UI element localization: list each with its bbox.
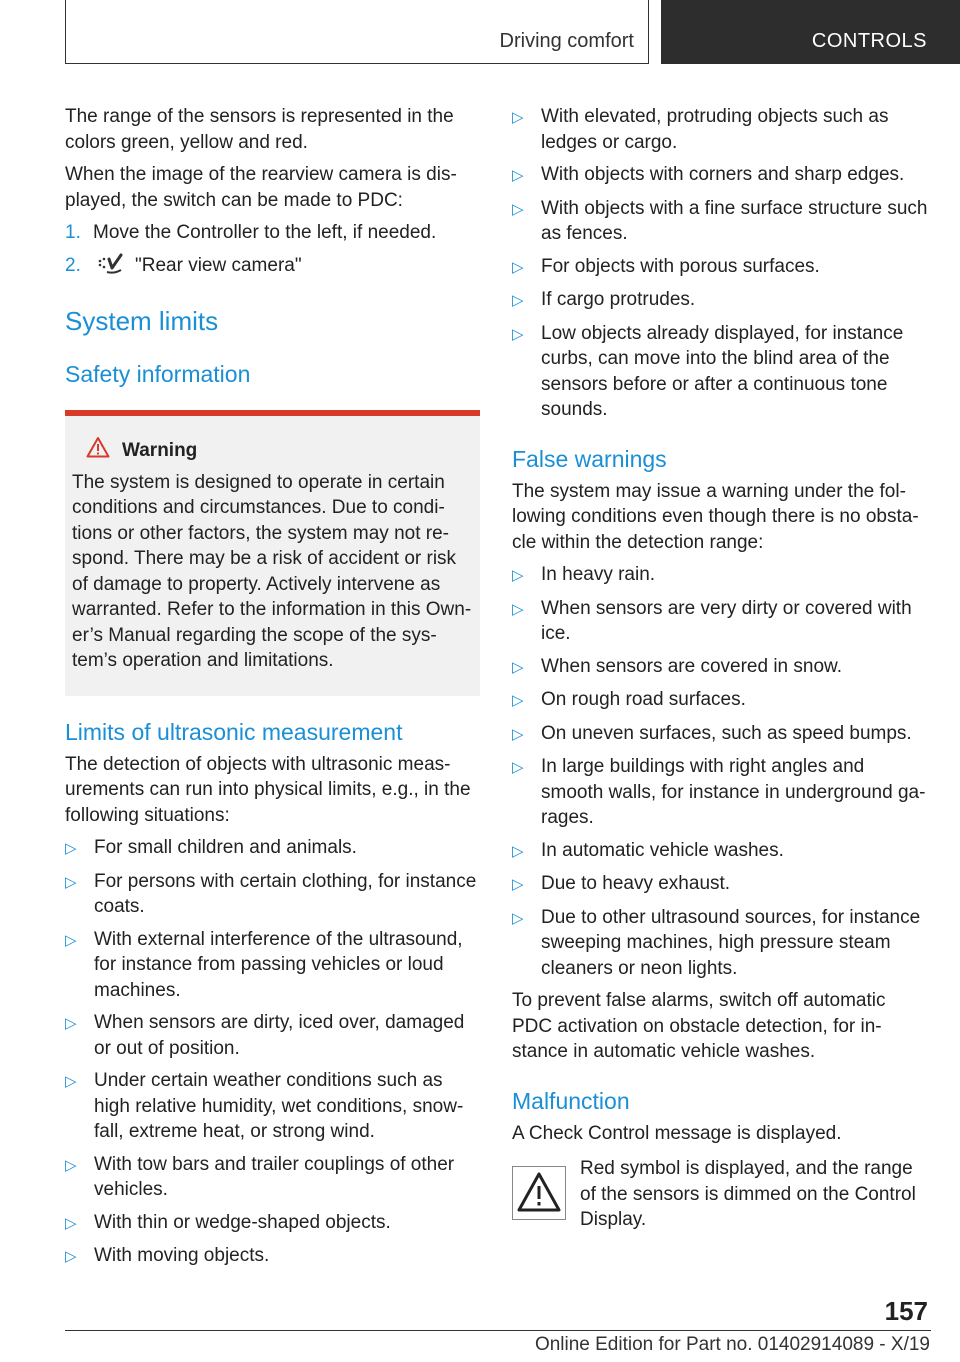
- bullet-marker: ▷: [512, 725, 524, 743]
- list-item: [512, 321, 930, 423]
- bullet-marker: ▷: [512, 109, 524, 126]
- list-item-text: With external interference of the ultrasound, for instance from passing vehicles or loud machines.: [94, 928, 463, 1001]
- list-item-text: With objects with corners and sharp edges.: [541, 164, 905, 185]
- rearview-paragraph: When the image of the rearview camera is dis-played, the switch can be made to PDC:: [65, 164, 457, 211]
- bullet-marker: ▷: [512, 325, 524, 343]
- list-item: [512, 838, 930, 865]
- list-item: [512, 654, 930, 681]
- list-item-text: In automatic vehicle washes.: [541, 839, 784, 861]
- list-item: [65, 869, 480, 920]
- bullet-marker: ▷: [65, 1214, 77, 1232]
- warning-box: [65, 410, 480, 696]
- list-item-text: In large buildings with right angles and smooth walls, for instance in underground ga-rages.: [541, 756, 926, 828]
- bullet-marker: ▷: [512, 909, 524, 927]
- malfunction-notice: [512, 1156, 930, 1233]
- step-number: 1.: [65, 222, 81, 243]
- list-item: [65, 1152, 480, 1203]
- list-item: [65, 1243, 480, 1270]
- list-item: [512, 754, 930, 831]
- list-item: [512, 287, 930, 314]
- step-2: [65, 253, 480, 279]
- list-item-text: For persons with certain clothing, for instance coats.: [94, 870, 477, 917]
- list-item: [512, 562, 930, 589]
- list-item-text: With tow bars and trailer couplings of other vehicles.: [94, 1153, 455, 1200]
- bullet-marker: ▷: [65, 1073, 77, 1090]
- bullet-marker: ▷: [512, 600, 524, 618]
- list-item: [512, 596, 930, 647]
- bullet-marker: ▷: [512, 876, 524, 893]
- warning-text: The system is designed to operate in certain conditions and circumstances. Due to condi-tions or other factors, the system may not re-spond. There may be a risk of accident or risk of damage to property. Actively intervene as warranted. Refer to the information in this Own-er’s Manual regarding the scope of the sys-tem’s operation and limitations.: [72, 471, 472, 671]
- list-item-text: For small children and animals.: [94, 837, 357, 858]
- warning-triangle-icon: [72, 436, 122, 466]
- list-item: [65, 1210, 480, 1237]
- heading-false-warnings: False warnings: [512, 445, 667, 472]
- list-item: [512, 196, 930, 247]
- false-warnings-intro: The system may issue a warning under the fol-lowing conditions even though there is no obsta-cle within the detection range:: [512, 480, 919, 553]
- intro-paragraph: The range of the sensors is represented in the colors green, yellow and red.: [65, 106, 454, 153]
- list-item: [512, 687, 930, 714]
- list-item-text: With moving objects.: [94, 1245, 270, 1266]
- bullet-marker: ▷: [512, 200, 524, 218]
- list-item-text: Due to heavy exhaust.: [541, 873, 731, 894]
- list-item-text: In heavy rain.: [541, 564, 656, 585]
- bullet-marker: ▷: [65, 873, 77, 891]
- step-text: "Rear view camera": [135, 254, 302, 276]
- list-item-text: When sensors are covered in snow.: [541, 655, 842, 677]
- footer-rule: [65, 1330, 931, 1331]
- warning-header: [72, 436, 472, 466]
- list-item-text: When sensors are dirty, iced over, damaged or out of position.: [94, 1012, 465, 1059]
- heading-safety-information: Safety information: [65, 361, 251, 387]
- header-rule-left: [65, 0, 66, 64]
- right-column: [512, 104, 930, 1233]
- bullet-marker: ▷: [512, 167, 524, 184]
- malfunction-intro: A Check Control message is displayed.: [512, 1122, 842, 1144]
- list-item-text: When sensors are very dirty or covered with ice.: [541, 597, 912, 644]
- bullet-marker: ▷: [512, 292, 524, 309]
- bullet-marker: ▷: [512, 258, 524, 276]
- bullet-marker: ▷: [65, 840, 77, 857]
- prevent-false-alarms-text: To prevent false alarms, switch off automatic PDC activation on obstacle detection, for in-stance in automatic vehicle washes.: [512, 990, 886, 1062]
- left-column: [65, 104, 480, 1277]
- warning-triangle-icon: [512, 1166, 566, 1220]
- bullet-marker: ▷: [65, 1015, 77, 1032]
- header-rule-bottom: [65, 63, 649, 64]
- list-item: [512, 104, 930, 155]
- step-1: [65, 220, 480, 246]
- heading-limits-ultrasonic: Limits of ultrasonic measurement: [65, 718, 403, 745]
- bullet-marker: ▷: [512, 692, 524, 709]
- list-item: [512, 721, 930, 748]
- list-item: [65, 1068, 480, 1145]
- bullet-marker: ▷: [512, 759, 524, 776]
- header-section-title: Driving comfort: [499, 30, 634, 52]
- list-item-text: With thin or wedge-shaped objects.: [94, 1211, 391, 1233]
- list-item: [65, 1010, 480, 1061]
- bullet-marker: ▷: [65, 931, 77, 949]
- header-chapter-label: CONTROLS: [811, 30, 927, 52]
- header-chapter-tab: [661, 0, 960, 64]
- list-item-text: With objects with a fine surface structure such as fences.: [541, 197, 928, 244]
- bullet-marker: ▷: [512, 567, 524, 584]
- bullet-marker: ▷: [65, 1248, 77, 1265]
- malfunction-text: Red symbol is displayed, and the range of the sensors is dimmed on the Control Display.: [580, 1158, 916, 1230]
- bullet-marker: ▷: [512, 658, 524, 676]
- warning-title: Warning: [122, 440, 198, 461]
- footer-edition: Online Edition for Part no. 01402914089 - X/19: [534, 1334, 930, 1355]
- list-item: [512, 905, 930, 982]
- rear-view-camera-icon: [97, 253, 123, 279]
- list-item-text: On uneven surfaces, such as speed bumps.: [541, 722, 912, 744]
- list-item: [512, 871, 930, 898]
- list-item-text: If cargo protrudes.: [541, 289, 696, 310]
- list-item-text: On rough road surfaces.: [541, 689, 746, 710]
- header-rule-mid: [648, 0, 649, 64]
- list-item: [512, 162, 930, 189]
- list-item-text: With elevated, protruding objects such as ledges or cargo.: [541, 106, 889, 153]
- list-item: [512, 254, 930, 281]
- list-item-text: Due to other ultrasound sources, for instance sweeping machines, high pressure steam cleaners or neon lights.: [541, 906, 921, 979]
- step-number: 2.: [65, 254, 81, 276]
- heading-system-limits: System limits: [65, 306, 219, 336]
- step-text: Move the Controller to the left, if needed.: [93, 222, 437, 243]
- page-number: 157: [884, 1296, 928, 1326]
- bullet-marker: ▷: [512, 842, 524, 860]
- list-item: [65, 927, 480, 1004]
- list-item-text: Low objects already displayed, for instance curbs, can move into the blind area of the sensors before or after a continuous tone sounds.: [541, 322, 904, 420]
- heading-malfunction: Malfunction: [512, 1087, 630, 1114]
- list-item-text: Under certain weather conditions such as high relative humidity, wet conditions, snow-fall, extreme heat, or strong wind.: [94, 1070, 464, 1142]
- list-item: [65, 835, 480, 862]
- list-item-text: For objects with porous surfaces.: [541, 255, 820, 277]
- bullet-marker: ▷: [65, 1156, 77, 1174]
- limits-intro: The detection of objects with ultrasonic meas-urements can run into physical limits, e.g., in the following situations:: [65, 753, 471, 826]
